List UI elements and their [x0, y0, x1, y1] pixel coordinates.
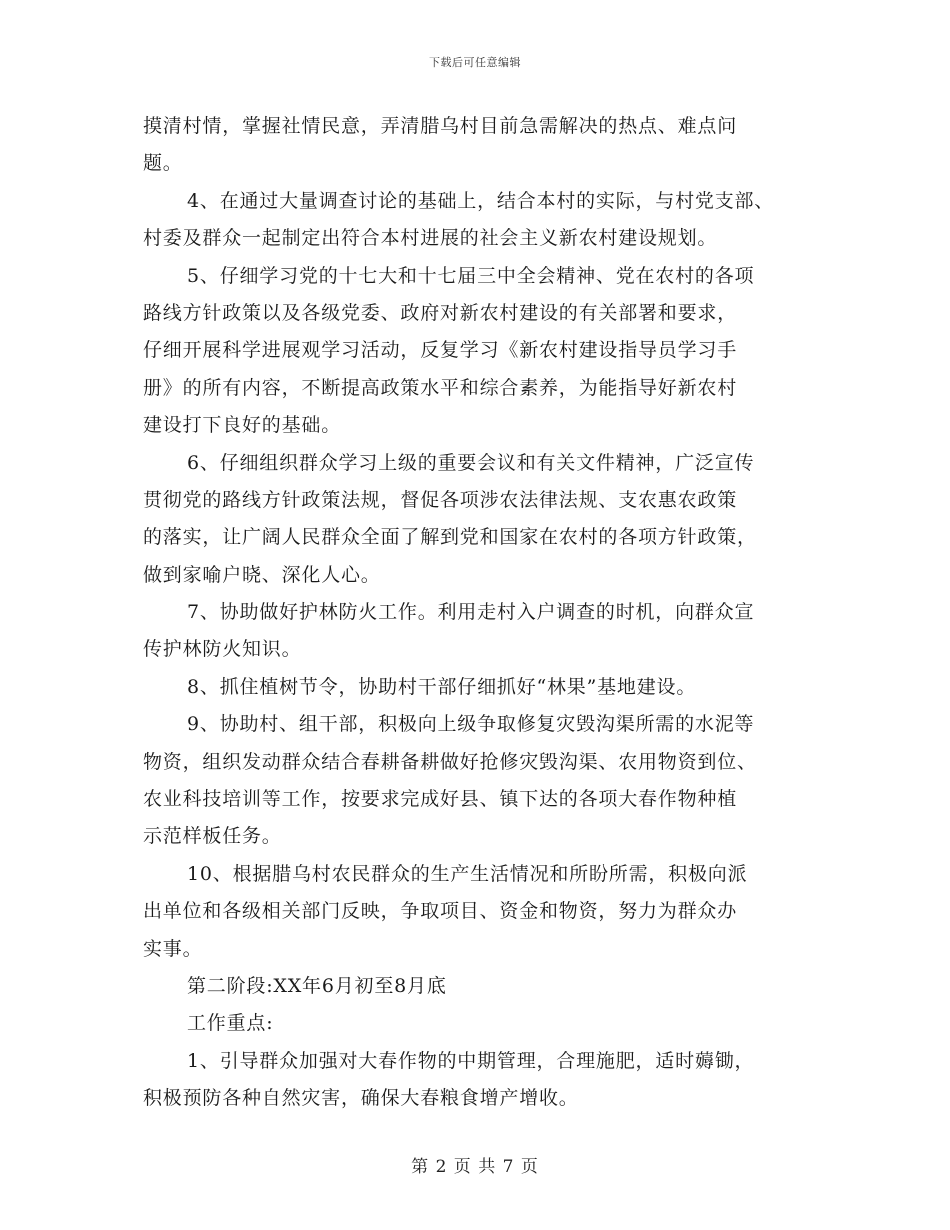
text-line: 路线方针政策以及各级党委、政府对新农村建设的有关部署和要求，	[143, 301, 738, 324]
text-line: 物资，组织发动群众结合春耕备耕做好抢修灾毁沟渠、农用物资到位、	[143, 750, 757, 773]
text-line: 10、根据腊乌村农民群众的生产生活情况和所盼所需，积极向派	[187, 862, 748, 885]
page-footer: 第 2 页 共 7 页	[411, 1157, 539, 1177]
text-line: 题。	[143, 152, 183, 175]
text-line: 5、仔细学习党的十七大和十七届三中全会精神、党在农村的各项	[187, 264, 755, 287]
text-line: 村委及群众一起制定出符合本村进展的社会主义新农村建设规划。	[143, 227, 718, 250]
text-line: 积极预防各种自然灾害，确保大春粮食增产增收。	[143, 1087, 579, 1110]
text-line: 第二阶段:XX年6月初至8月底	[187, 974, 447, 997]
text-line: 做到家喻户晓、深化人心。	[143, 563, 381, 586]
text-line: 建设打下良好的基础。	[143, 414, 342, 437]
text-line: 实事。	[143, 937, 203, 960]
text-line: 示范样板任务。	[143, 825, 282, 848]
text-line: 农业科技培训等工作，按要求完成好县、镇下达的各项大春作物种植	[143, 788, 738, 811]
text-line: 册》的所有内容，不断提高政策水平和综合素养，为能指导好新农村	[143, 376, 738, 399]
text-line: 工作重点:	[187, 1012, 274, 1035]
text-line: 传护林防火知识。	[143, 638, 302, 661]
text-line: 9、协助村、组干部，积极向上级争取修复灾毁沟渠所需的水泥等	[187, 713, 755, 736]
text-line: 7、协助做好护林防火工作。利用走村入户调查的时机，向群众宣	[187, 601, 755, 624]
page-header: 下载后可任意编辑	[429, 56, 521, 69]
text-line: 的落实，让广阔人民群众全面了解到党和国家在农村的各项方针政策，	[143, 526, 757, 549]
text-line: 1、引导群众加强对大春作物的中期管理，合理施肥，适时薅锄，	[187, 1049, 755, 1072]
text-line: 4、在通过大量调查讨论的基础上，结合本村的实际，与村党支部、	[187, 189, 775, 212]
text-line: 6、仔细组织群众学习上级的重要会议和有关文件精神，广泛宣传	[187, 451, 755, 474]
document-body	[143, 108, 823, 1118]
text-line: 8、抓住植树节令，协助村干部仔细抓好“林果”基地建设。	[187, 675, 697, 698]
text-line: 摸清村情，掌握社情民意，弄清腊乌村目前急需解决的热点、难点问	[143, 115, 738, 137]
text-line: 出单位和各级相关部门反映，争取项目、资金和物资，努力为群众办	[143, 900, 738, 923]
text-line: 贯彻党的路线方针政策法规，督促各项涉农法律法规、支农惠农政策	[143, 488, 738, 511]
text-line: 仔细开展科学进展观学习活动，反复学习《新农村建设指导员学习手	[143, 339, 738, 362]
